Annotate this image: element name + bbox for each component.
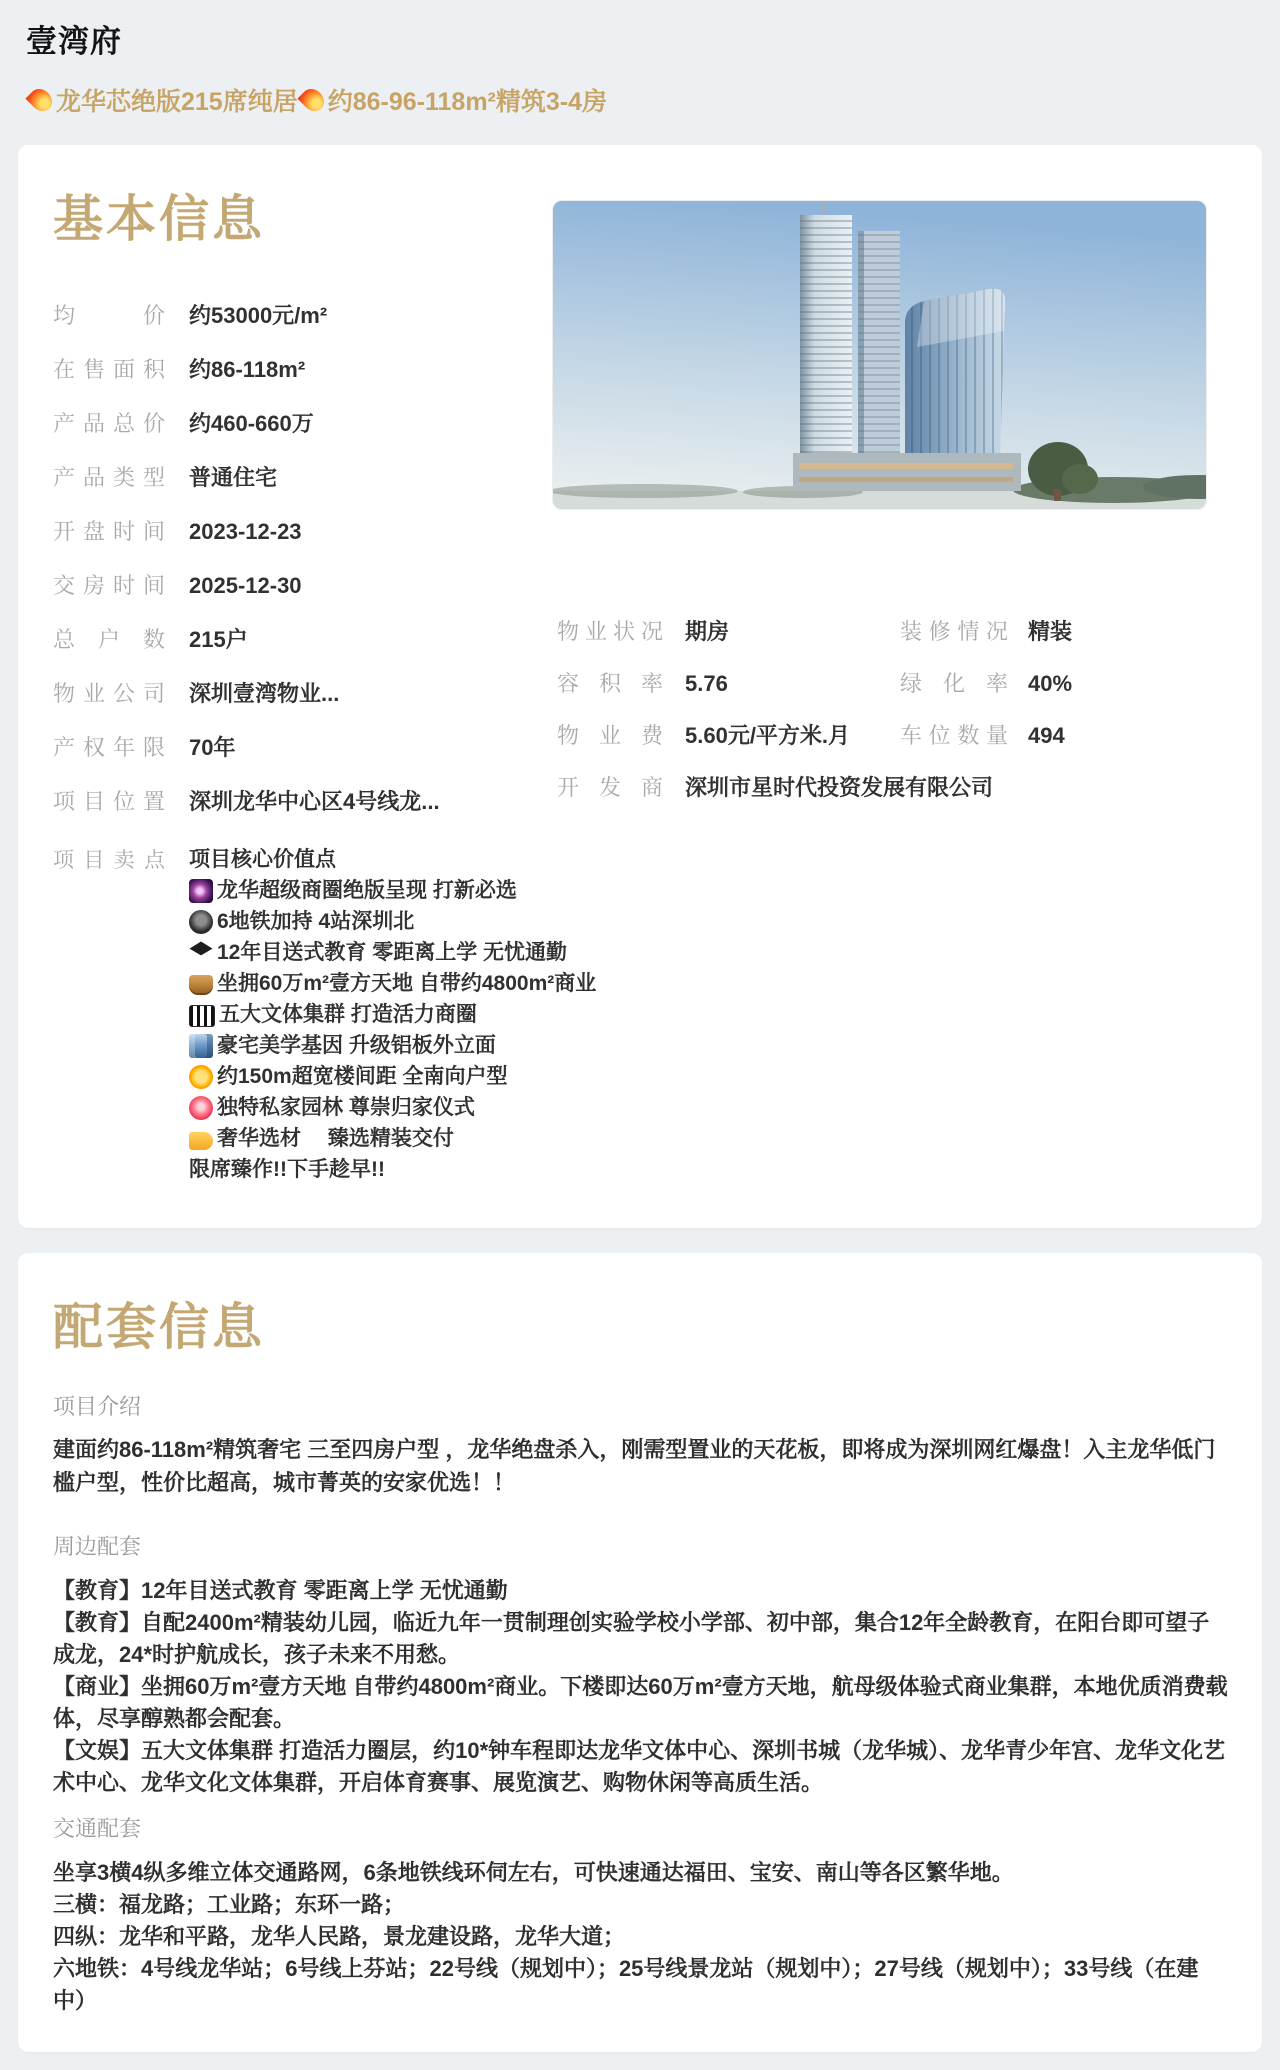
sellpoints-block bbox=[189, 844, 596, 1185]
field-label: 产权年限 bbox=[53, 735, 165, 760]
project-rendering-photo bbox=[552, 200, 1207, 510]
field-label: 在售面积 bbox=[53, 357, 165, 382]
sellpoint-item bbox=[189, 1061, 596, 1092]
sellpoint-text: 奢华选材 臻选精装交付 bbox=[217, 1127, 454, 1150]
field-value: 40% bbox=[1028, 671, 1073, 696]
sellpoint-text: 独特私家园林 尊崇归家仪式 bbox=[217, 1096, 475, 1119]
graduation-cap-icon bbox=[189, 941, 213, 965]
sellpoint-text: 龙华超级商圈绝版呈现 打新必选 bbox=[217, 879, 517, 902]
fire-icon bbox=[25, 84, 56, 115]
field-value: 期房 bbox=[685, 619, 730, 644]
section-paragraph: 三横：福龙路；工业路；东环一路； bbox=[53, 1892, 406, 1917]
page-subtitle-part2: 约86-96-118m²精筑3-4房 bbox=[327, 88, 608, 116]
field-row bbox=[53, 736, 543, 759]
field-value: 精装 bbox=[1028, 619, 1073, 644]
section-paragraph: 坐享3横4纵多维立体交通路网，6条地铁线环伺左右，可快速通达福田、宝安、南山等各区繁华地。 bbox=[53, 1860, 1014, 1885]
field-label: 项目卖点 bbox=[53, 849, 165, 872]
field-label: 产品总价 bbox=[53, 411, 165, 436]
field-row bbox=[53, 574, 543, 597]
field-row bbox=[53, 520, 543, 543]
field-label: 开盘时间 bbox=[53, 519, 165, 544]
field-value: 494 bbox=[1028, 723, 1065, 748]
sellpoint-text: 6地铁加持 4站深圳北 bbox=[217, 910, 415, 933]
field-label: 开发商 bbox=[557, 775, 663, 800]
field-value: 约460-660万 bbox=[189, 411, 314, 436]
section-traffic bbox=[53, 1812, 1229, 2017]
field-value: 215户 bbox=[189, 627, 248, 652]
field-row bbox=[53, 412, 543, 435]
sellpoint-text: 约150m超宽楼间距 全南向户型 bbox=[217, 1065, 508, 1088]
sellpoint-item bbox=[189, 906, 596, 937]
basic-info-card bbox=[18, 145, 1262, 1228]
fire-icon bbox=[297, 84, 328, 115]
field-row bbox=[53, 682, 543, 705]
section-label: 交通配套 bbox=[53, 1816, 142, 1841]
sellpoint-item bbox=[189, 937, 596, 968]
sun-icon bbox=[189, 1065, 213, 1089]
field-row bbox=[900, 620, 1072, 643]
sellpoint-text: 坐拥60万m²壹方天地 自带约4800m²商业 bbox=[217, 972, 597, 995]
galaxy-icon bbox=[189, 879, 213, 903]
sellpoint-item bbox=[189, 1092, 596, 1123]
field-value: 普通住宅 bbox=[189, 465, 278, 490]
field-value: 深圳壹湾物业... bbox=[189, 681, 340, 706]
field-value: 深圳龙华中心区4号线龙... bbox=[189, 789, 440, 814]
sellpoint-item bbox=[189, 875, 596, 906]
page-subtitle bbox=[26, 82, 607, 118]
section-paragraph: 四纵：龙华和平路，龙华人民路，景龙建设路，龙华大道； bbox=[53, 1924, 626, 1949]
field-row bbox=[53, 358, 543, 381]
sellpoints-footer: 限席臻作!!下手趁早!! bbox=[189, 1158, 385, 1181]
field-row bbox=[900, 672, 1072, 695]
hibiscus-icon bbox=[189, 1096, 213, 1120]
field-label: 产品类型 bbox=[53, 465, 165, 490]
field-value: 约53000元/m² bbox=[189, 303, 328, 328]
field-label: 物业公司 bbox=[53, 681, 165, 706]
field-label: 交房时间 bbox=[53, 573, 165, 598]
field-value: 深圳市星时代投资发展有限公司 bbox=[685, 775, 994, 800]
sellpoint-item bbox=[189, 1123, 596, 1154]
field-row bbox=[53, 304, 543, 327]
field-value: 70年 bbox=[189, 735, 236, 760]
sellpoint-item bbox=[189, 1030, 596, 1061]
section-label: 周边配套 bbox=[53, 1534, 142, 1559]
field-value: 5.76 bbox=[685, 671, 728, 696]
sellpoint-text: 12年目送式教育 零距离上学 无忧通勤 bbox=[217, 941, 568, 964]
sellpoint-item bbox=[189, 999, 596, 1030]
section-paragraph: 【教育】12年目送式教育 零距离上学 无忧通勤 bbox=[53, 1578, 508, 1603]
field-label: 容积率 bbox=[557, 671, 663, 696]
field-label: 车位数量 bbox=[900, 723, 1008, 748]
field-label: 项目位置 bbox=[53, 789, 165, 814]
handbag-icon bbox=[189, 975, 213, 995]
section-paragraph: 建面约86-118m²精筑奢宅 三至四房户型 ，龙华绝盘杀入，刚需型置业的天花板，即将成为深圳网红爆盘！入主龙华低门槛户型，性价比超高，城市菁英的安家优选！！ bbox=[53, 1437, 1216, 1495]
section-paragraph: 六地铁：4号线龙华站；6号线上芬站；22号线（规划中）；25号线景龙站（规划中）；27号线（规划中）；33号线（在建中） bbox=[53, 1956, 1199, 2013]
section-paragraph: 【文娱】五大文体集群 打造活力圈层，约10*钟车程即达龙华文体中心、深圳书城（龙华城）、龙华青少年宫、龙华文化艺术中心、龙华文化文体集群，开启体育赛事、展览演艺、购物休闲等高质生活。 bbox=[53, 1738, 1226, 1795]
field-label: 绿化率 bbox=[900, 671, 1008, 696]
sellpoints-row bbox=[53, 844, 597, 1185]
field-row bbox=[557, 776, 993, 799]
metro-icon bbox=[189, 910, 213, 934]
basic-info-right-column bbox=[900, 620, 1072, 776]
section-project-intro bbox=[53, 1390, 1229, 1499]
field-label: 物业状况 bbox=[557, 619, 663, 644]
field-label: 物业费 bbox=[557, 723, 663, 748]
field-value: 5.60元/平方米.月 bbox=[685, 723, 851, 748]
field-label: 总户数 bbox=[53, 627, 165, 652]
field-row bbox=[53, 790, 543, 813]
basic-info-left-column bbox=[53, 303, 597, 1185]
field-value: 2023-12-23 bbox=[189, 519, 302, 544]
field-row bbox=[53, 466, 543, 489]
amenities-card bbox=[18, 1253, 1262, 2052]
sellpoint-item bbox=[189, 968, 596, 999]
field-label: 装修情况 bbox=[900, 619, 1008, 644]
cityscape-icon bbox=[189, 1034, 213, 1058]
section-paragraph: 【教育】自配2400m²精装幼儿园，临近九年一贯制理创实验学校小学部、初中部，集合12年全龄教育，在阳台即可望子成龙，24*时护航成长，孩子未来不用愁。 bbox=[53, 1610, 1210, 1667]
field-value: 约86-118m² bbox=[189, 357, 306, 382]
page-title: 壹湾府 bbox=[26, 24, 122, 59]
basic-info-title: 基本信息 bbox=[53, 191, 265, 247]
amenities-title: 配套信息 bbox=[53, 1299, 265, 1355]
field-value: 2025-12-30 bbox=[189, 573, 302, 598]
field-row bbox=[53, 628, 543, 651]
field-row bbox=[900, 724, 1072, 747]
piano-icon bbox=[189, 1005, 215, 1027]
field-label: 均价 bbox=[53, 303, 165, 328]
section-label: 项目介绍 bbox=[53, 1394, 142, 1419]
sellpoint-text: 豪宅美学基因 升级铝板外立面 bbox=[217, 1034, 496, 1057]
section-surrounding bbox=[53, 1530, 1229, 1799]
section-paragraph: 【商业】坐拥60万m²壹方天地 自带约4800m²商业。下楼即达60万m²壹方天地，航母级体验式商业集群，本地优质消费载体，尽享醇熟都会配套。 bbox=[53, 1674, 1228, 1731]
pointing-hand-icon bbox=[189, 1132, 213, 1150]
sellpoints-heading: 项目核心价值点 bbox=[189, 848, 336, 871]
page-subtitle-part1: 龙华芯绝版215席纯居 bbox=[56, 88, 298, 116]
sellpoint-text: 五大文体集群 打造活力商圈 bbox=[219, 1003, 477, 1026]
